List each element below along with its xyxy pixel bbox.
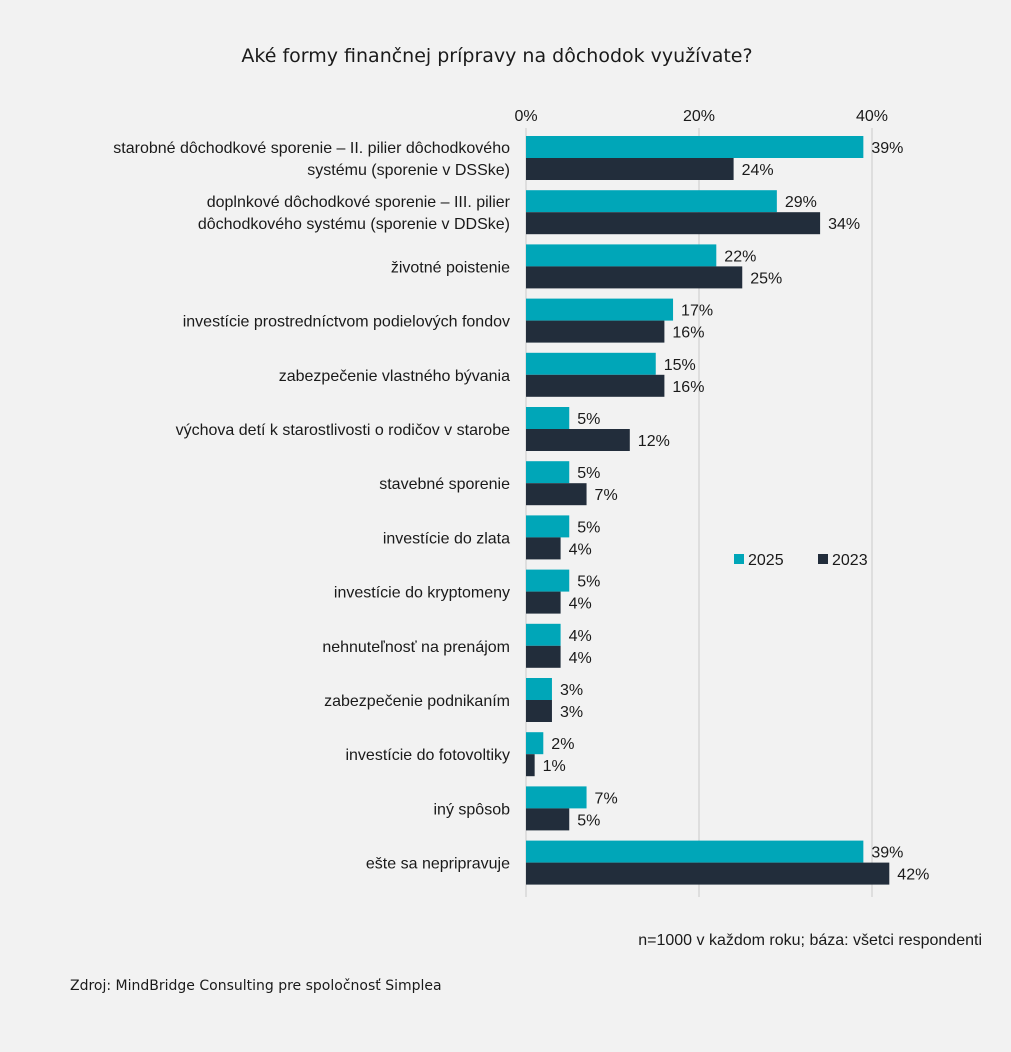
data-label-2023-12: 5% xyxy=(577,812,601,830)
data-label-2025-2: 22% xyxy=(724,248,757,266)
data-label-2023-13: 42% xyxy=(897,866,930,884)
data-label-2025-4: 15% xyxy=(663,356,696,374)
data-label-2023-5: 12% xyxy=(637,433,670,450)
bars xyxy=(526,136,929,885)
bar-2025-13 xyxy=(526,841,863,863)
bar-2025-4 xyxy=(526,353,656,375)
bar-2023-7 xyxy=(526,537,561,559)
bar-2025-9 xyxy=(526,624,561,646)
data-label-2023-6: 7% xyxy=(594,487,618,505)
bar-2023-9 xyxy=(526,646,561,668)
data-label-2025-8: 5% xyxy=(577,573,601,591)
bar-2023-5 xyxy=(526,429,630,451)
bar-2023-6 xyxy=(526,483,587,505)
category-label-0: systému (sporenie v DSSke) xyxy=(307,162,510,179)
bar-2023-1 xyxy=(526,212,820,234)
legend-label-2025: 2025 xyxy=(748,552,784,569)
data-label-2025-5: 5% xyxy=(577,411,601,428)
data-label-2025-13: 39% xyxy=(871,844,904,862)
bar-2023-3 xyxy=(526,321,664,343)
category-label-13: ešte sa nepripravuje xyxy=(365,855,510,873)
category-label-7: investície do zlata xyxy=(382,530,510,548)
data-label-2023-8: 4% xyxy=(568,595,592,613)
x-tick-label: 20% xyxy=(682,108,716,125)
bar-2023-8 xyxy=(526,592,561,614)
bar-2023-0 xyxy=(526,158,734,180)
category-label-11: investície do fotovoltiky xyxy=(345,747,510,765)
data-label-2023-7: 4% xyxy=(568,541,592,559)
category-label-8: investície do kryptomeny xyxy=(333,584,510,602)
bar-2025-10 xyxy=(526,678,552,700)
legend xyxy=(734,552,868,569)
data-label-2025-11: 2% xyxy=(551,736,575,754)
category-label-2: životné poistenie xyxy=(390,259,510,277)
bar-2023-10 xyxy=(526,700,552,722)
bar-2025-8 xyxy=(526,570,569,592)
bar-2025-1 xyxy=(526,190,777,212)
data-label-2025-1: 29% xyxy=(784,194,817,212)
legend-label-2023: 2023 xyxy=(832,552,868,569)
source-note: Zdroj: MindBridge Consulting pre spoločnosť Simplea xyxy=(70,978,442,994)
category-label-3: investície prostredníctvom podielových fondov xyxy=(182,313,510,331)
data-label-2023-11: 1% xyxy=(542,758,566,776)
data-label-2023-9: 4% xyxy=(568,649,592,667)
legend-swatch-2025 xyxy=(734,554,744,564)
category-labels xyxy=(113,140,510,873)
bar-2023-2 xyxy=(526,266,742,288)
data-label-2025-6: 5% xyxy=(577,465,601,483)
x-tick-label: 0% xyxy=(514,108,538,125)
bar-2025-6 xyxy=(526,461,569,483)
bar-2025-0 xyxy=(526,136,863,158)
data-label-2023-3: 16% xyxy=(672,324,705,342)
bar-2023-12 xyxy=(526,808,569,830)
chart-title: Aké formy finančnej prípravy na dôchodok využívate? xyxy=(241,45,753,67)
x-tick-label: 40% xyxy=(855,108,889,125)
data-label-2023-4: 16% xyxy=(672,378,705,396)
data-label-2025-7: 5% xyxy=(577,519,601,537)
data-label-2023-10: 3% xyxy=(559,704,584,721)
sample-note: n=1000 v každom roku; báza: všetci respondenti xyxy=(638,932,982,949)
data-label-2023-0: 24% xyxy=(741,162,774,179)
data-label-2025-0: 39% xyxy=(871,140,904,157)
data-label-2025-9: 4% xyxy=(568,627,592,645)
category-label-10: zabezpečenie podnikaním xyxy=(324,693,510,710)
bar-2023-11 xyxy=(526,754,535,776)
bar-2025-12 xyxy=(526,786,587,808)
x-axis-ticks xyxy=(514,108,888,125)
category-label-6: stavebné sporenie xyxy=(379,476,510,494)
category-label-1: dôchodkového systému (sporenie v DDSke) xyxy=(197,216,510,234)
category-label-9: nehnuteľnosť na prenájom xyxy=(322,638,510,656)
category-label-1: doplnkové dôchodkové sporenie – III. pilier xyxy=(206,194,510,212)
data-label-2025-10: 3% xyxy=(559,682,584,699)
legend-swatch-2023 xyxy=(818,554,828,564)
data-label-2025-12: 7% xyxy=(594,790,618,808)
bar-2025-3 xyxy=(526,299,673,321)
data-label-2023-1: 34% xyxy=(828,216,861,234)
category-label-4: zabezpečenie vlastného bývania xyxy=(278,367,510,385)
category-label-0: starobné dôchodkové sporenie – II. pilier dôchodkového xyxy=(113,140,510,157)
category-label-12: iný spôsob xyxy=(433,801,510,819)
bar-2025-5 xyxy=(526,407,569,429)
bar-2023-4 xyxy=(526,375,664,397)
category-label-5: výchova detí k starostlivosti o rodičov v starobe xyxy=(175,422,510,439)
bar-2025-11 xyxy=(526,732,543,754)
data-label-2025-3: 17% xyxy=(681,302,714,320)
bar-2025-2 xyxy=(526,244,716,266)
data-label-2023-2: 25% xyxy=(750,270,783,288)
bar-2025-7 xyxy=(526,515,569,537)
gridlines xyxy=(526,128,872,897)
bar-2023-13 xyxy=(526,863,889,885)
